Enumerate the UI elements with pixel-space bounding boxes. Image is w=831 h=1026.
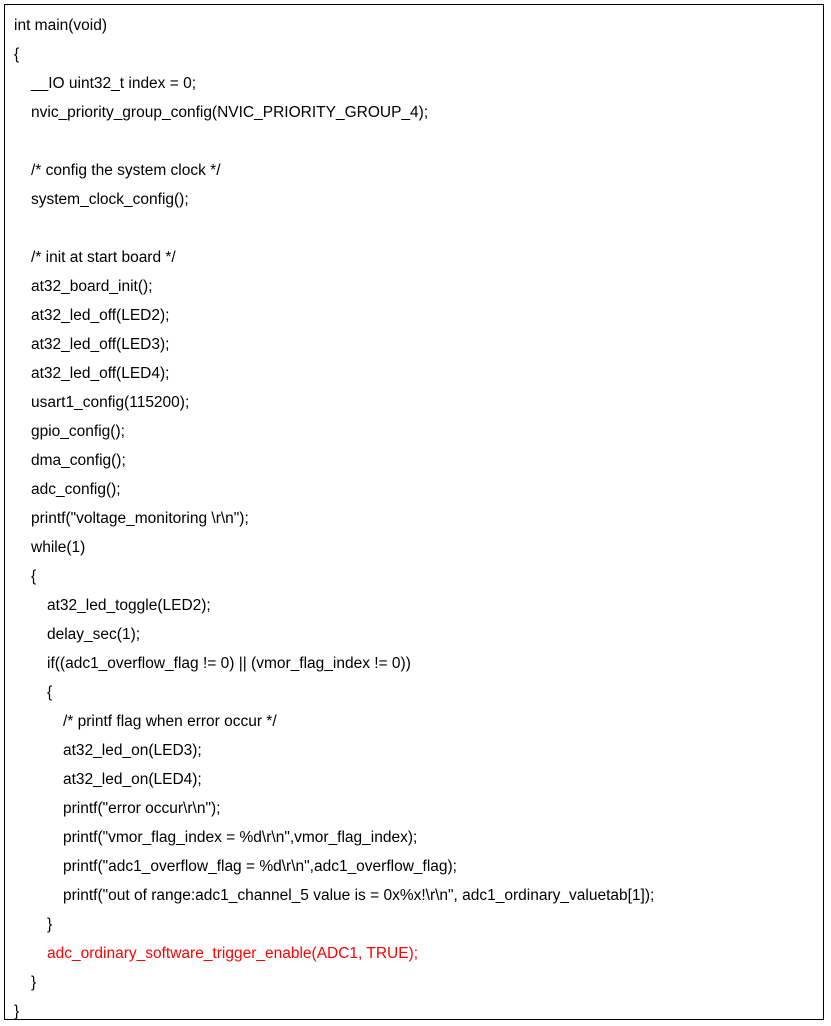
code-line: printf("out of range:adc1_channel_5 value is = 0x%x!\r\n", adc1_ordinary_valuetab[1]);: [63, 887, 655, 904]
code-line: printf("error occur\r\n");: [63, 800, 221, 817]
code-line: at32_led_toggle(LED2);: [47, 597, 211, 614]
code-line: delay_sec(1);: [47, 626, 141, 643]
code-line: [5, 214, 823, 243]
code-comment-line: /* config the system clock */: [31, 162, 221, 179]
code-line: at32_led_off(LED2);: [31, 307, 170, 324]
code-line: }: [47, 916, 53, 933]
code-line: nvic_priority_group_config(NVIC_PRIORITY_GROUP_4);: [31, 104, 429, 121]
code-line: }: [31, 974, 37, 991]
code-line: at32_led_on(LED3);: [63, 742, 202, 759]
code-line: at32_led_on(LED4);: [63, 771, 202, 788]
code-highlighted-line: adc_ordinary_software_trigger_enable(ADC1, TRUE);: [47, 945, 419, 962]
code-line: at32_board_init();: [31, 278, 153, 295]
code-listing: [5, 11, 823, 1026]
code-line: {: [31, 568, 37, 585]
code-line: if((adc1_overflow_flag != 0) || (vmor_flag_index != 0)): [47, 655, 411, 672]
code-line: [5, 127, 823, 156]
code-line: at32_led_off(LED4);: [31, 365, 170, 382]
code-comment-line: /* printf flag when error occur */: [63, 713, 277, 730]
code-line: adc_config();: [31, 481, 121, 498]
code-listing-box: [4, 4, 824, 1020]
code-line: __IO uint32_t index = 0;: [31, 75, 197, 92]
code-comment-line: /* init at start board */: [31, 249, 176, 266]
code-line: printf("voltage_monitoring \r\n");: [31, 510, 249, 527]
code-line: {: [47, 684, 53, 701]
code-line: int main(void): [14, 17, 108, 34]
code-line: {: [14, 46, 20, 63]
code-line: printf("adc1_overflow_flag = %d\r\n",adc1_overflow_flag);: [63, 858, 457, 875]
code-line: while(1): [31, 539, 86, 556]
code-line: usart1_config(115200);: [31, 394, 190, 411]
code-line: at32_led_off(LED3);: [31, 336, 170, 353]
code-line: dma_config();: [31, 452, 126, 469]
code-line: printf("vmor_flag_index = %d\r\n",vmor_flag_index);: [63, 829, 418, 846]
code-line: }: [14, 1003, 20, 1020]
code-line: system_clock_config();: [31, 191, 189, 208]
code-line: gpio_config();: [31, 423, 125, 440]
